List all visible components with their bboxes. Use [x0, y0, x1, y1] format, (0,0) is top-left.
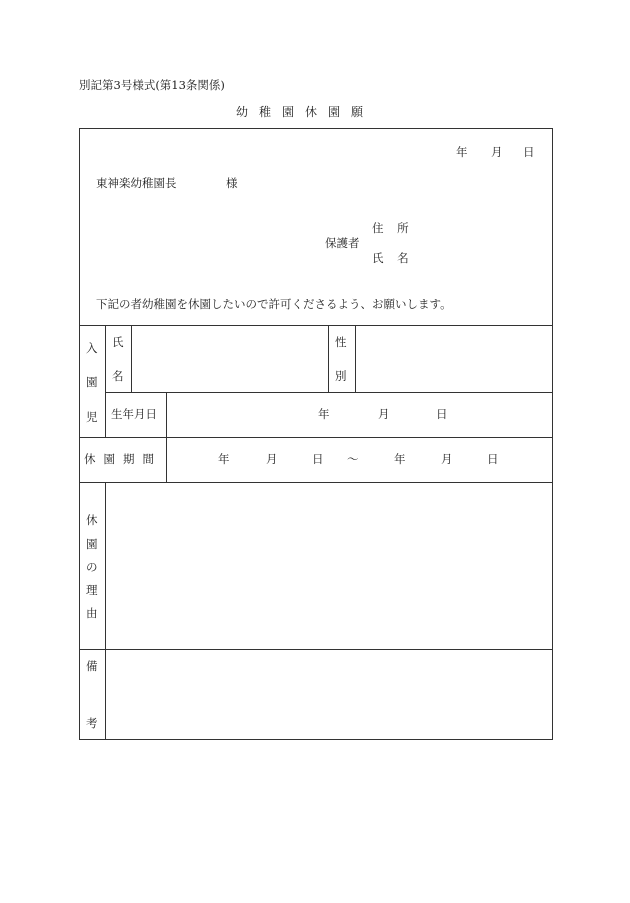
sex-label-2: 別: [335, 369, 347, 383]
reason-label-3: の: [86, 560, 98, 574]
birthdate-label: 生年月日: [111, 407, 157, 421]
period-to-month: 月: [441, 452, 453, 466]
rule-period-row: [79, 482, 553, 483]
document-title: 幼稚園休園願: [236, 105, 375, 119]
remarks-label-2: 考: [86, 716, 98, 730]
section-label-child-1: 入: [86, 341, 98, 355]
birth-year: 年: [318, 407, 330, 421]
rule-reason-label-col: [105, 482, 106, 740]
birth-day: 日: [436, 407, 448, 421]
period-label: 休園期間: [84, 452, 162, 466]
period-to-day: 日: [487, 452, 499, 466]
reason-label-1: 休: [86, 513, 98, 527]
form-number-label: 別記第3号様式(第13条関係): [79, 78, 225, 92]
period-from-day: 日: [312, 452, 324, 466]
birth-month: 月: [378, 407, 390, 421]
rule-top-section: [79, 325, 553, 326]
section-label-child-2: 園: [86, 375, 98, 389]
reason-label-5: 由: [86, 606, 98, 620]
rule-sex-left: [328, 325, 329, 392]
reason-label-2: 園: [86, 537, 98, 551]
name-label-1: 氏: [112, 335, 124, 349]
rule-name-label-col: [131, 325, 132, 392]
section-label-child-3: 児: [86, 410, 98, 424]
sex-label-1: 性: [335, 335, 347, 349]
period-from-month: 月: [266, 452, 278, 466]
date-year: 年: [456, 145, 468, 159]
remarks-label-1: 備: [86, 659, 98, 673]
guardian-name-label: 氏 名: [372, 251, 414, 265]
period-tilde: 〜: [347, 452, 359, 466]
rule-sex-right: [355, 325, 356, 392]
rule-birth-row: [79, 437, 553, 438]
recipient-name: 東神楽幼稚園長: [96, 176, 177, 190]
period-from-year: 年: [218, 452, 230, 466]
guardian-label: 保護者: [325, 236, 360, 250]
name-label-2: 名: [112, 369, 124, 383]
date-day: 日: [523, 145, 535, 159]
rule-left-label-col: [105, 325, 106, 437]
date-month: 月: [491, 145, 503, 159]
recipient-honorific: 様: [226, 176, 238, 190]
address-label: 住 所: [372, 221, 414, 235]
request-text: 下記の者幼稚園を休園したいので許可くださるよう、お願いします。: [96, 297, 452, 311]
rule-reason-row: [79, 649, 553, 650]
reason-label-4: 理: [86, 583, 98, 597]
rule-birth-label-col: [166, 392, 167, 482]
period-to-year: 年: [394, 452, 406, 466]
rule-name-row: [105, 392, 553, 393]
